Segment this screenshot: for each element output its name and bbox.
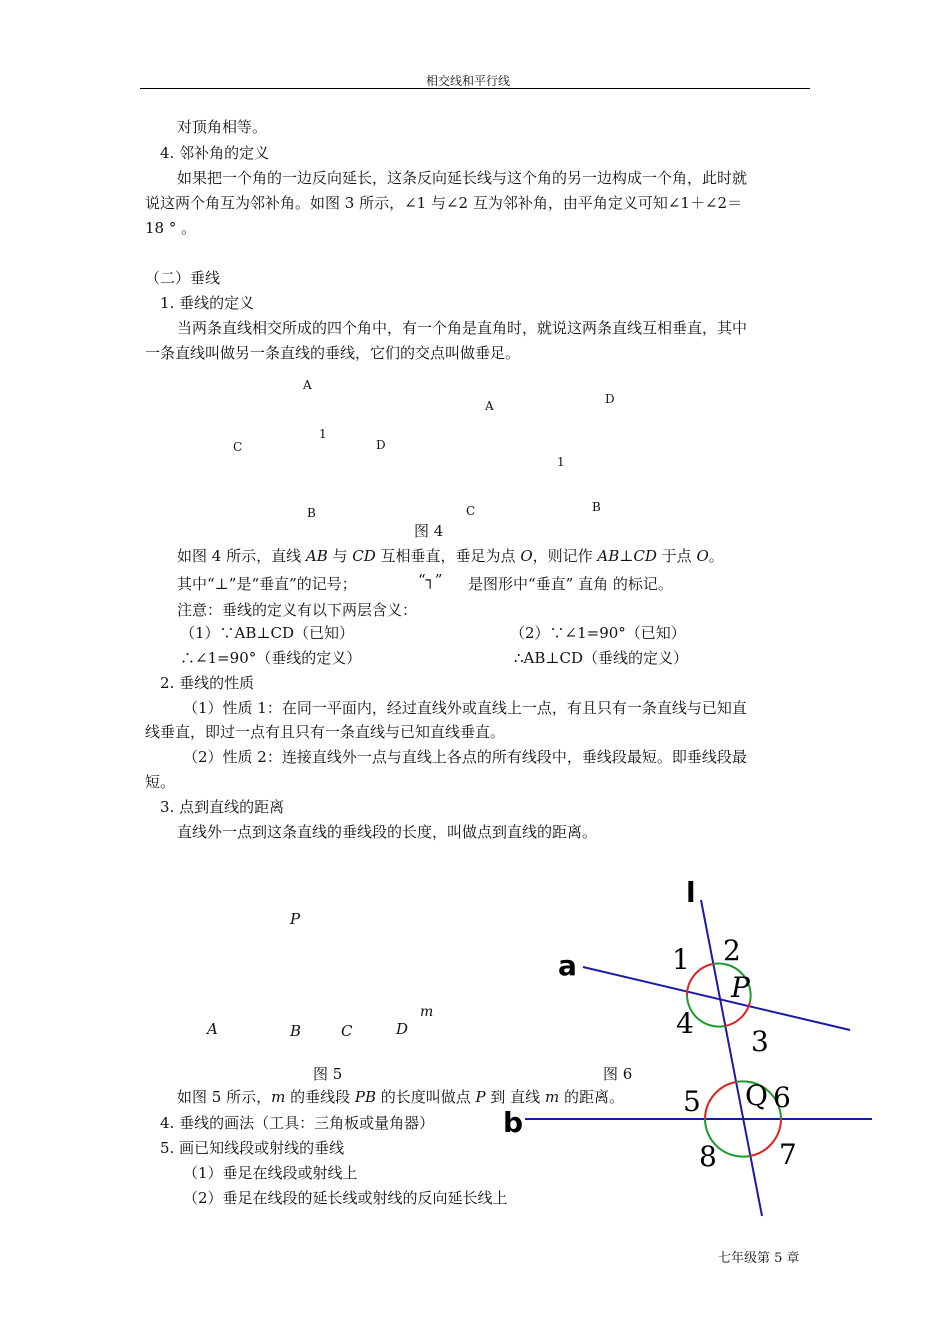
fig6-label-p: P xyxy=(731,971,750,1004)
page-header-title: 相交线和平行线 xyxy=(426,74,511,88)
text-line: （1）性质 1：在同一平面内，经过直线外或直线上一点，有且只有一条直线与已知直 xyxy=(183,699,747,717)
text-run: AB xyxy=(597,547,620,565)
fig6-label-l: l xyxy=(686,876,696,909)
text-line: 线垂直，即过一点有且只有一条直线与已知直线垂直。 xyxy=(145,723,506,741)
fig5-label-a: A xyxy=(207,1020,218,1038)
fig4-caption: 图 4 xyxy=(414,522,444,540)
fig5-caption: 图 5 xyxy=(313,1065,343,1083)
text-run: 。 xyxy=(708,547,724,565)
fig5-label-p: P xyxy=(290,910,301,928)
text-line: 如果把一个角的一边反向延长，这条反向延长线与这个角的另一边构成一个角，此时就 xyxy=(177,169,748,187)
section-heading: 3. 点到直线的距离 xyxy=(160,798,285,816)
text-line: ∴∠1=90°（垂线的定义） xyxy=(180,649,362,667)
fig5-label-c: C xyxy=(341,1022,353,1040)
section-heading: 4. 垂线的画法（工具：三角板或量角器） xyxy=(160,1114,435,1132)
text-line: （1）∵AB⊥CD（已知） xyxy=(180,624,355,642)
text-line: ∴AB⊥CD（垂线的定义） xyxy=(514,649,689,667)
text-line: （2）性质 2：连接直线外一点与直线上各点的所有线段中，垂线段最短。即垂线段最 xyxy=(183,748,747,766)
text-line: 18 ° 。 xyxy=(145,219,197,237)
fig4-left-label-a: A xyxy=(303,378,312,392)
fig6-arc-angle-1 xyxy=(687,964,713,995)
text-line: 说这两个角互为邻补角。如图 3 所示，∠1 与∠2 互为邻补角，由平角定义可知∠1＋∠2＝ xyxy=(145,194,743,212)
right-angle-mark-symbol: “┐” xyxy=(418,571,443,589)
text-run: ⊥ xyxy=(619,547,634,565)
text-run: 的距离。 xyxy=(559,1088,624,1106)
fig6-angle-3: 3 xyxy=(751,1025,769,1058)
text-run: 于点 xyxy=(656,547,697,565)
fig4-left-label-d: D xyxy=(376,438,386,452)
text-line: 短。 xyxy=(145,773,176,791)
text-line: 其中“⊥”是“垂直”的记号； xyxy=(177,575,357,593)
text-run: 到 直线 xyxy=(485,1088,545,1106)
fig6-angle-6: 6 xyxy=(773,1081,791,1114)
section-heading: 2. 垂线的性质 xyxy=(160,674,255,692)
section-heading: （二）垂线 xyxy=(145,269,221,287)
text-run: PB xyxy=(354,1088,376,1106)
text-run: 如图 5 所示， xyxy=(177,1088,272,1106)
fig6-angle-4: 4 xyxy=(676,1007,694,1040)
text-run: 的长度叫做点 xyxy=(376,1088,476,1106)
fig6-angle-5: 5 xyxy=(683,1085,701,1118)
section-heading: 5. 画已知线段或射线的垂线 xyxy=(160,1139,345,1157)
fig6-label-a: a xyxy=(558,949,577,982)
text-line: 注意：垂线的定义有以下两层含义： xyxy=(177,601,418,619)
text-line: 直线外一点到这条直线的垂线段的长度，叫做点到直线的距离。 xyxy=(177,823,598,841)
text-line: 当两条直线相交所成的四个角中，有一个角是直角时，就说这两条直线互相垂直，其中 xyxy=(177,319,748,337)
text-run: m xyxy=(544,1088,560,1106)
section-heading: 4. 邻补角的定义 xyxy=(160,144,270,162)
text-run: m xyxy=(271,1088,286,1106)
fig4-left-label-b: B xyxy=(307,506,316,520)
page-footer-chapter: 七年级第 5 章 xyxy=(718,1251,800,1266)
fig4-right-label-b: B xyxy=(592,500,601,514)
text-line: 对顶角相等。 xyxy=(177,118,268,136)
text-run: 互相垂直，垂足为点 xyxy=(375,547,521,565)
text-line: （1）垂足在线段或射线上 xyxy=(183,1164,358,1182)
fig6-arc-angle-5 xyxy=(705,1082,736,1119)
fig6-angle-8: 8 xyxy=(699,1140,717,1173)
fig4-right-label-a: A xyxy=(485,399,494,413)
text-run: O xyxy=(696,547,709,565)
text-run: 与 xyxy=(327,547,353,565)
section-heading: 1. 垂线的定义 xyxy=(160,294,255,312)
text-line: 一条直线叫做另一条直线的垂线，它们的交点叫做垂足。 xyxy=(145,344,521,362)
fig6-angle-2: 2 xyxy=(723,934,741,967)
text-line: （2）∵∠1=90°（已知） xyxy=(510,624,686,642)
fig6-caption: 图 6 xyxy=(603,1065,633,1083)
fig5-label-d: D xyxy=(396,1020,409,1038)
fig6-label-b: b xyxy=(503,1106,524,1139)
text-line: （2）垂足在线段的延长线或射线的反向延长线上 xyxy=(183,1189,508,1207)
text-run: 如图 4 所示，直线 xyxy=(177,547,306,565)
fig5-label-b: B xyxy=(290,1022,302,1040)
text-run: O xyxy=(520,547,533,565)
fig4-right-label-1: 1 xyxy=(557,455,565,469)
fig4-left-label-1: 1 xyxy=(319,427,327,441)
fig4-right-label-c: C xyxy=(466,504,476,518)
fig4-left-label-c: C xyxy=(233,440,243,454)
fig4-right-label-d: D xyxy=(605,392,615,406)
text-run: 的垂线段 xyxy=(285,1088,355,1106)
text-run: CD xyxy=(352,547,376,565)
text-line: 是图形中“垂直” 直角 的标记。 xyxy=(468,575,673,593)
text-run: P xyxy=(475,1088,486,1106)
text-run: AB xyxy=(305,547,328,565)
fig6-label-q: Q xyxy=(745,1079,768,1112)
fig5-label-m: m xyxy=(420,1004,434,1020)
text-run: CD xyxy=(633,547,657,565)
fig6-arc-angle-7 xyxy=(750,1119,781,1156)
fig6-angle-1: 1 xyxy=(672,943,690,976)
fig6-angle-7: 7 xyxy=(779,1138,797,1171)
text-run: ，则记作 xyxy=(532,547,598,565)
